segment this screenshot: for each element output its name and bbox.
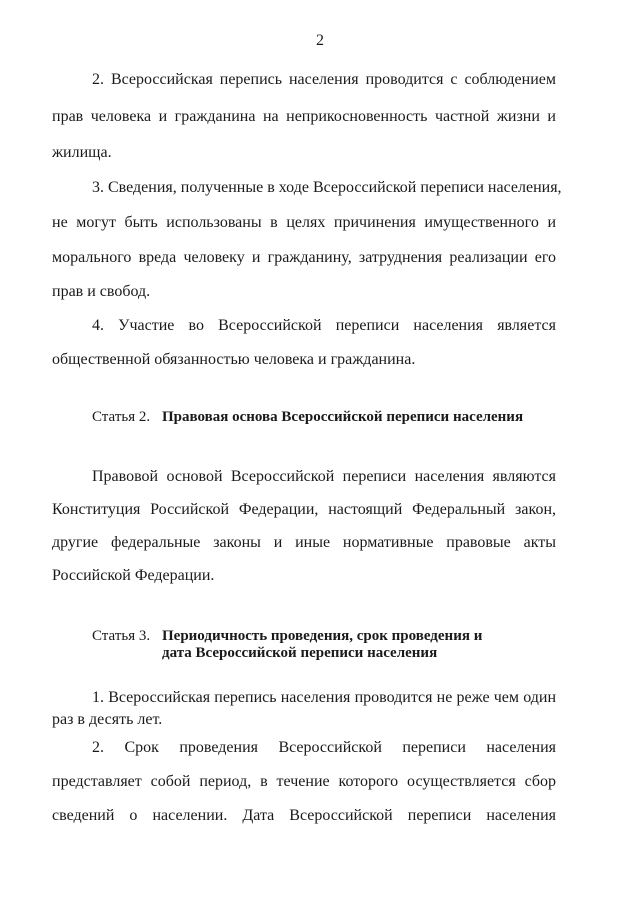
article-2-line-1: Правовой основой Всероссийской переписи населения являются — [92, 468, 556, 485]
article-3-p2-line-1: 2. Срок проведения Всероссийской переписи населения — [92, 739, 556, 756]
article-3-label: Статья 3. — [92, 628, 151, 644]
paragraph-3-line-4: прав и свобод. — [52, 283, 151, 300]
paragraph-2-line-2: прав человека и гражданина на неприкосновенность частной жизни и — [52, 108, 556, 125]
article-2-line-3: другие федеральные законы и иные нормативные правовые акты — [52, 534, 556, 551]
paragraph-4-line-2: общественной обязанностью человека и гражданина. — [52, 351, 416, 368]
paragraph-3-line-3: морального вреда человеку и гражданину, затруднения реализации его — [52, 249, 556, 266]
article-2-heading — [92, 407, 523, 427]
article-3-p1-line-1: 1. Всероссийская перепись населения проводится не реже чем один — [92, 689, 556, 706]
article-2-title: Правовая основа Всероссийской переписи населения — [162, 409, 524, 425]
paragraph-3-line-1: 3. Сведения, полученные в ходе Всероссийской переписи населения, — [92, 179, 562, 196]
article-2-line-4: Российской Федерации. — [52, 567, 215, 584]
article-3-title-line-2: дата Всероссийской переписи населения — [162, 645, 438, 661]
article-3-p2-line-2: представляет собой период, в течение которого осуществляется сбор — [52, 773, 556, 790]
article-2-line-2: Конституция Российской Федерации, настоящий Федеральный закон, — [52, 501, 556, 518]
paragraph-2-line-3: жилища. — [52, 144, 112, 161]
article-3-p1-line-2: раз в десять лет. — [52, 711, 163, 728]
article-2-label: Статья 2. — [92, 409, 151, 425]
paragraph-4-line-1: 4. Участие во Всероссийской переписи населения является — [92, 317, 556, 334]
article-3-title-line-1: Периодичность проведения, срок проведения и — [162, 628, 483, 644]
page-number: 2 — [316, 32, 324, 49]
paragraph-2-line-1: 2. Всероссийская перепись населения проводится с соблюдением — [92, 71, 556, 88]
paragraph-3-line-2: не могут быть использованы в целях причинения имущественного и — [52, 214, 556, 231]
article-3-p2-line-3: сведений о населении. Дата Всероссийской переписи населения — [52, 807, 556, 824]
